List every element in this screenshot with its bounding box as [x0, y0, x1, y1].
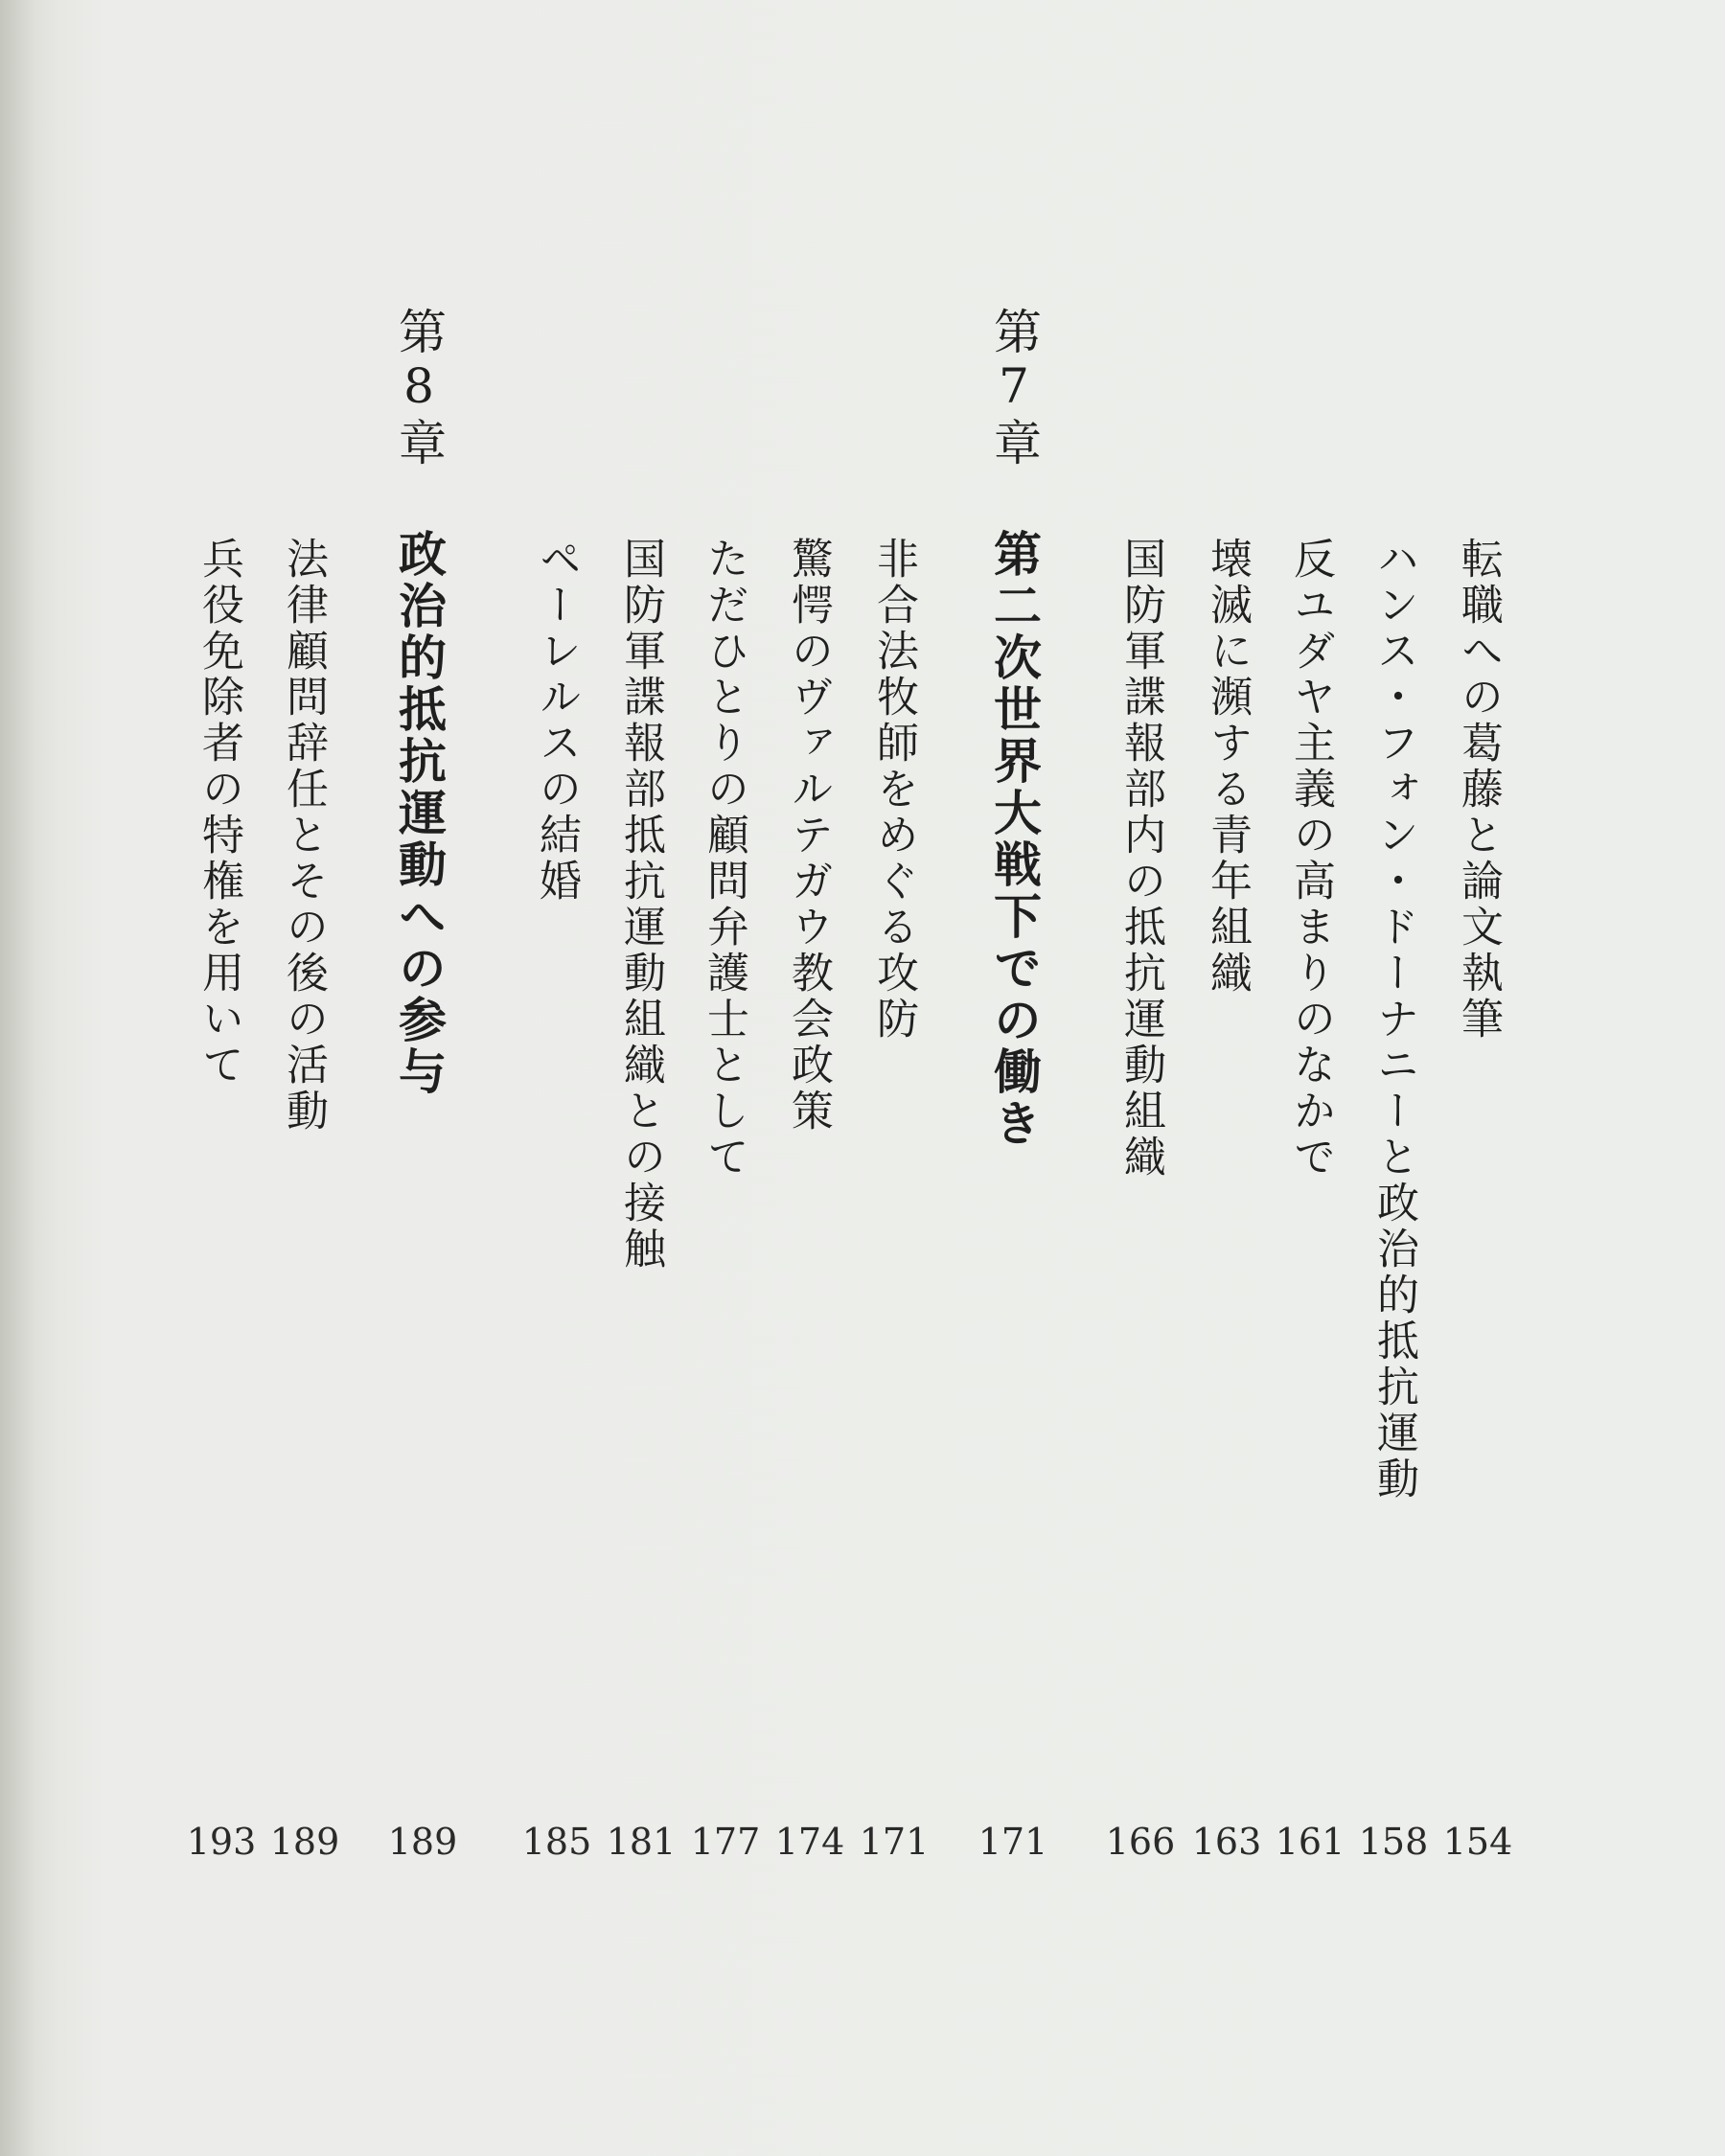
- page-number: 177: [690, 1821, 761, 1863]
- chapter-8-label: 第8章: [391, 307, 447, 470]
- page-number: 171: [859, 1821, 930, 1863]
- page-number: 174: [774, 1821, 845, 1863]
- toc-entry: 兵役免除者の特権を用いて: [195, 537, 243, 1089]
- toc-entry: 法律顧問辞任とその後の活動: [279, 537, 328, 1135]
- page-number: 189: [387, 1821, 458, 1863]
- toc-entry: ペーレルスの結婚: [532, 537, 581, 905]
- page-number: 158: [1358, 1821, 1429, 1863]
- toc-entry: ただひとりの顧問弁護士として: [700, 537, 748, 1181]
- chapter-7-title: 第二次世界大戦下での働き: [986, 529, 1043, 1150]
- chapter-7-label: 第7章: [986, 307, 1042, 470]
- page-number: 161: [1275, 1821, 1346, 1863]
- page-number: 189: [269, 1821, 340, 1863]
- page-number: 154: [1442, 1821, 1513, 1863]
- chapter-8-title: 政治的抵抗運動への参与: [391, 529, 448, 1098]
- page-number: 181: [606, 1821, 677, 1863]
- page-number: 166: [1105, 1821, 1176, 1863]
- page-number: 185: [521, 1821, 592, 1863]
- toc-entry: 壊滅に瀕する青年組織: [1203, 537, 1252, 997]
- toc-entry: 国防軍諜報部抵抗運動組織との接触: [616, 537, 665, 1273]
- toc-entry: 反ユダヤ主義の高まりのなかで: [1286, 537, 1335, 1181]
- page-number: 163: [1191, 1821, 1262, 1863]
- toc-entry: 転職への葛藤と論文執筆: [1454, 537, 1503, 1043]
- toc-entry: ハンス・フォン・ドーナニーと政治的抵抗運動: [1369, 537, 1418, 1502]
- page-number: 171: [978, 1821, 1048, 1863]
- page-number: 193: [186, 1821, 257, 1863]
- toc-entry: 非合法牧師をめぐる攻防: [869, 537, 918, 1043]
- binding-shadow: [0, 0, 58, 2156]
- toc-entry: 国防軍諜報部内の抵抗運動組織: [1116, 537, 1165, 1181]
- toc-entry: 驚愕のヴァルテガウ教会政策: [784, 537, 833, 1135]
